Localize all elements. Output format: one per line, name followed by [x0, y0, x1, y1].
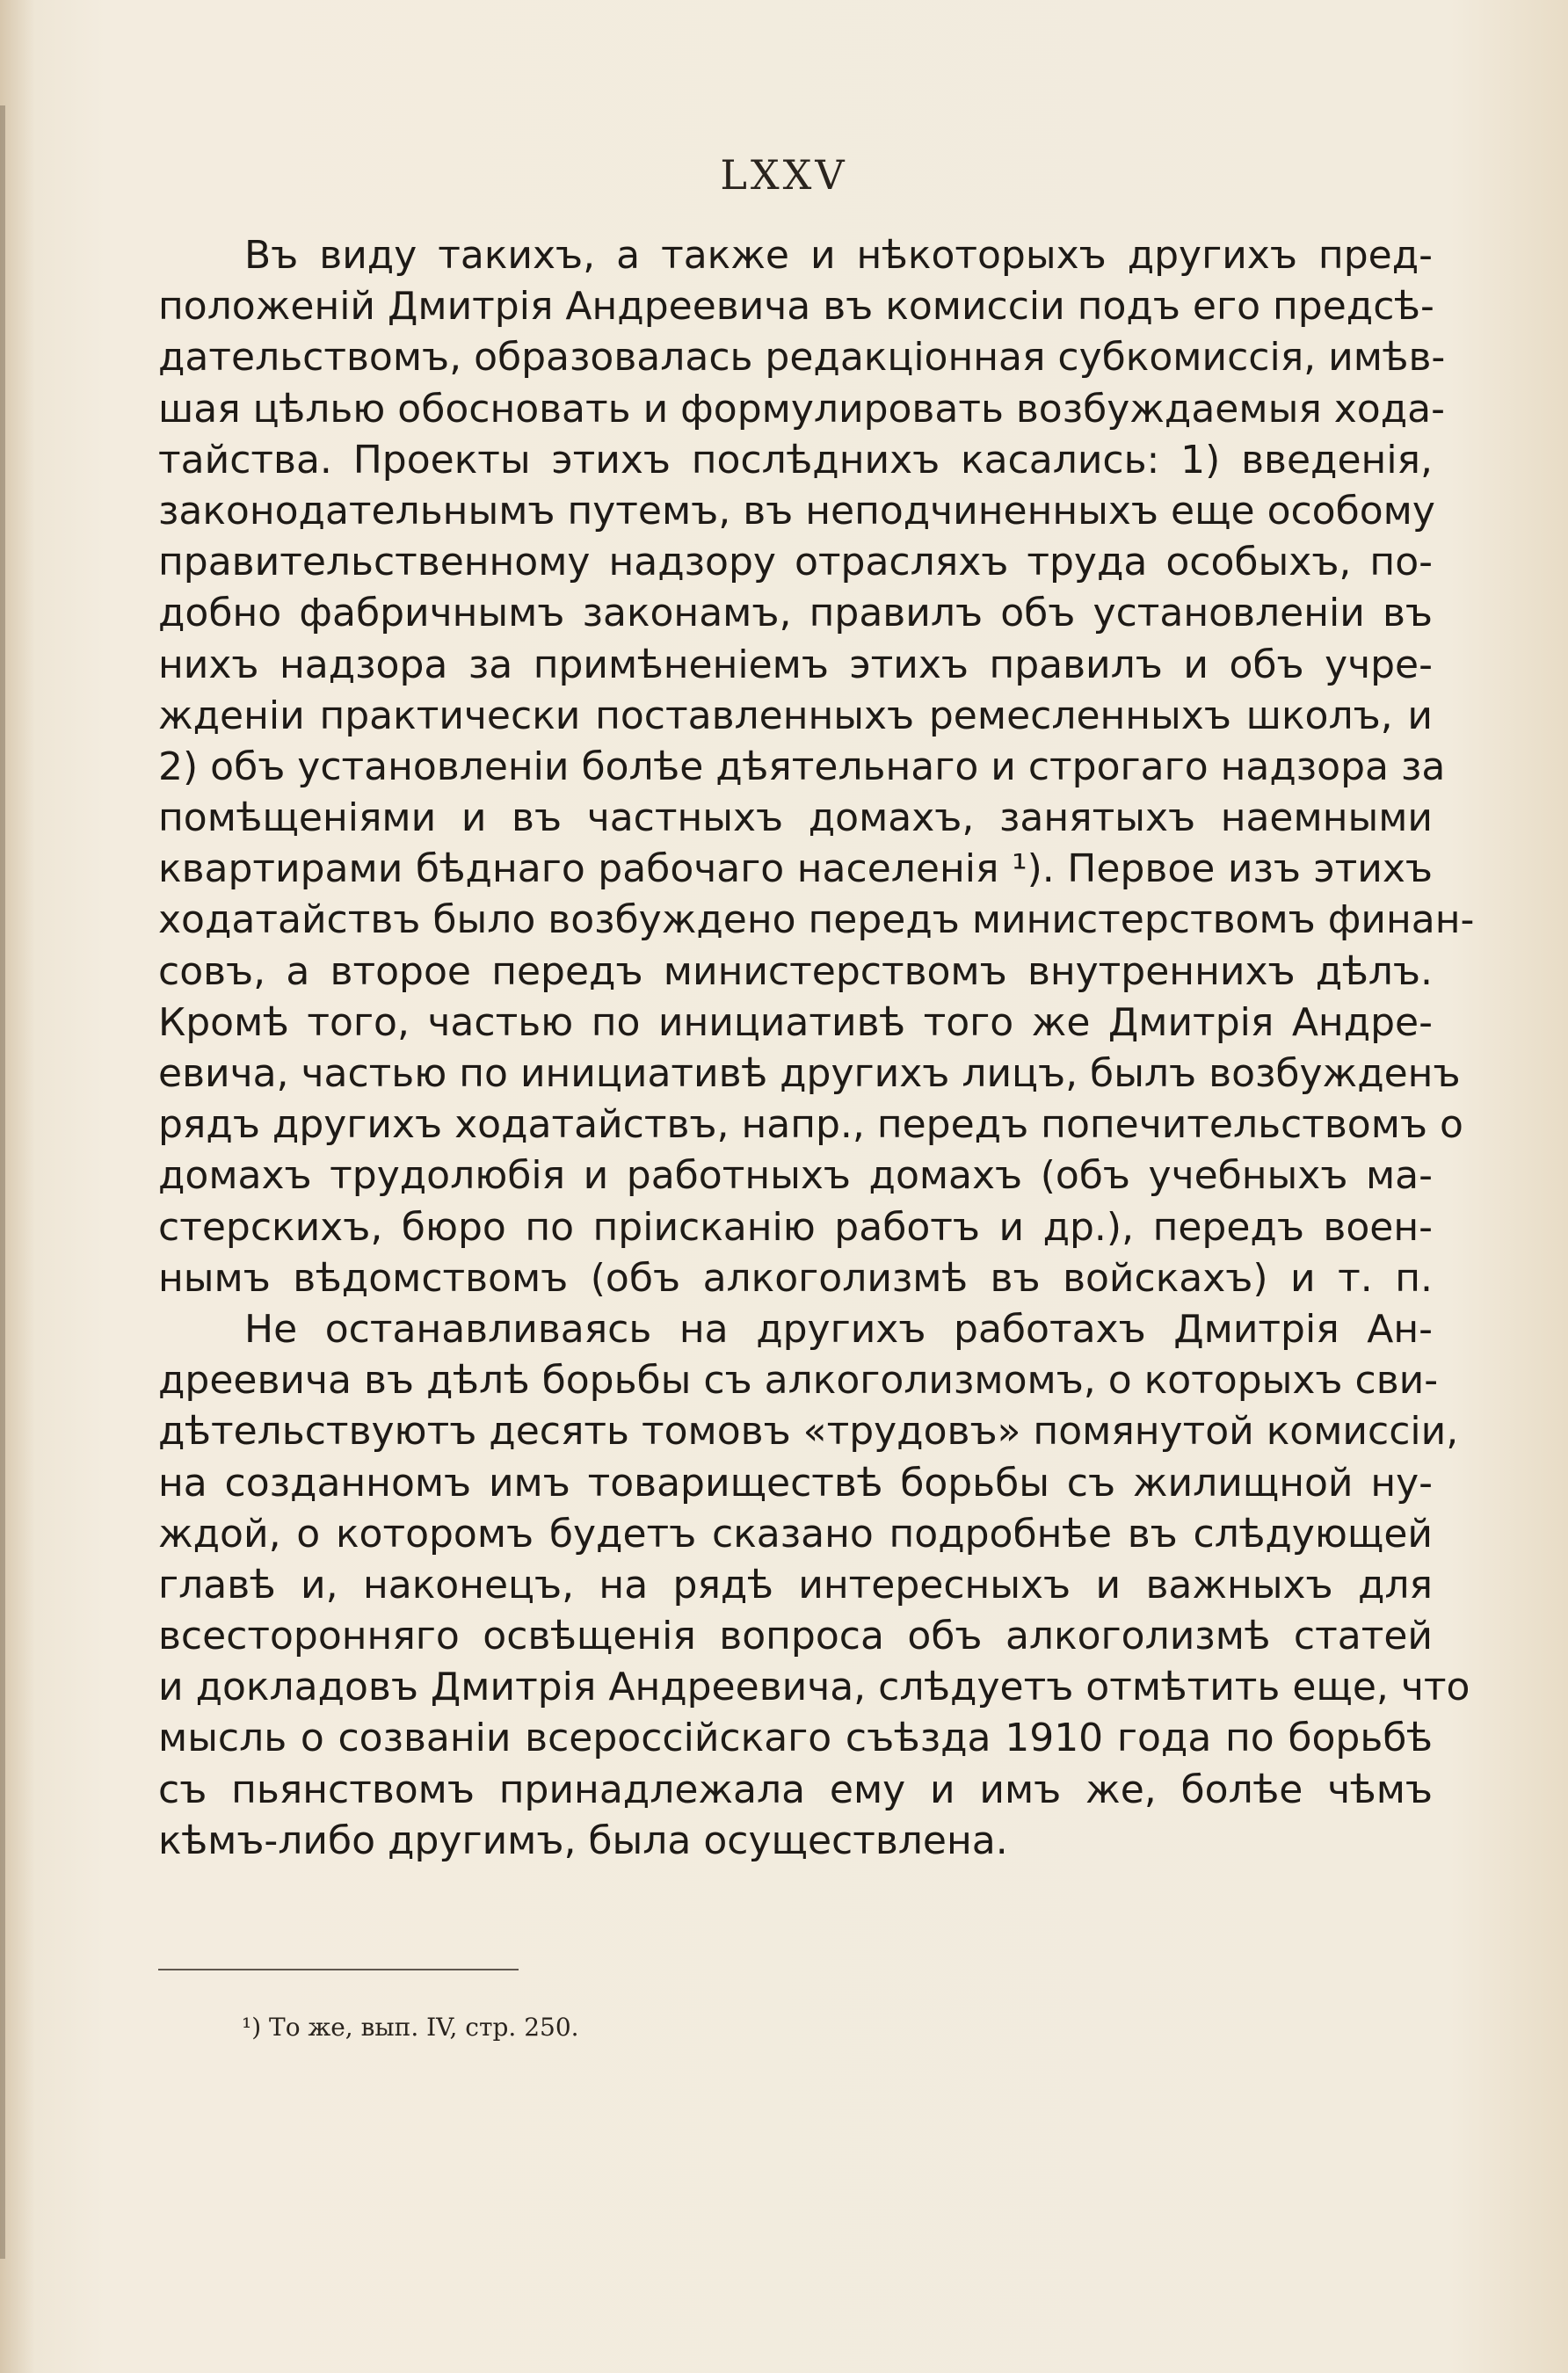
footnote: ¹) То же, вып. IV, стр. 250. [242, 2013, 579, 2042]
text-line: и докладовъ Дмитрія Андреевича, слѣдуетъ отмѣтить еще, что [158, 1665, 1470, 1710]
text-line: стерскихъ, бюро по пріисканію работъ и др.), передъ воен- [158, 1204, 1433, 1250]
text-line: правительственному надзору отрасляхъ труда особыхъ, по- [158, 540, 1433, 585]
text-line: дѣтельствуютъ десять томовъ «трудовъ» помянутой комиссіи, [158, 1409, 1459, 1455]
text-line: главѣ и, наконецъ, на рядѣ интересныхъ и важныхъ для [158, 1562, 1433, 1607]
text-line: законодательнымъ путемъ, въ неподчиненныхъ еще особому [158, 488, 1435, 533]
text-line: совъ, а второе передъ министерствомъ внутреннихъ дѣлъ. [158, 948, 1433, 994]
text-line: нымъ вѣдомствомъ (объ алкоголизмѣ въ войскахъ) и т. п. [158, 1255, 1433, 1301]
text-line: нихъ надзора за примѣненіемъ этихъ правилъ и объ учре- [158, 642, 1433, 687]
text-line: тайства. Проекты этихъ послѣднихъ касались: 1) введенія, [158, 437, 1433, 483]
text-line: ждой, о которомъ будетъ сказано подробнѣе въ слѣдующей [158, 1511, 1433, 1557]
text-line: Не останавливаясь на другихъ работахъ Дмитрія Ан- [244, 1306, 1433, 1352]
text-line: Въ виду такихъ, а также и нѣкоторыхъ другихъ пред- [244, 233, 1433, 278]
page-number: LXXV [720, 151, 848, 199]
text-line: дательствомъ, образовалась редакціонная субкомиссія, имѣв- [158, 335, 1446, 381]
text-line: мысль о созваніи всероссійскаго съѣзда 1910 года по борьбѣ [158, 1716, 1433, 1761]
text-line: жденіи практически поставленныхъ ремесленныхъ школъ, и [158, 693, 1433, 738]
footnote-rule [158, 1969, 519, 1970]
text-line: всесторонняго освѣщенія вопроса объ алкоголизмѣ статей [158, 1614, 1433, 1659]
text-line: ходатайствъ было возбуждено передъ министерствомъ финан- [158, 897, 1475, 943]
body-text [158, 230, 1475, 1867]
text-line: Кромѣ того, частью по инициативѣ того же Дмитрія Андре- [158, 999, 1433, 1045]
page-edge [0, 105, 5, 2259]
text-line: положеній Дмитрія Андреевича въ комиссіи подъ его предсѣ- [158, 284, 1434, 330]
text-line: дреевича въ дѣлѣ борьбы съ алкоголизмомъ, о которыхъ сви- [158, 1358, 1439, 1404]
text-line: шая цѣлью обосновать и формулировать возбуждаемыя хода- [158, 386, 1445, 432]
text-line: помѣщеніями и въ частныхъ домахъ, занятыхъ наемными [158, 795, 1433, 841]
text-line: евича, частью по инициативѣ другихъ лицъ, былъ возбужденъ [158, 1051, 1461, 1096]
text-line: домахъ трудолюбія и работныхъ домахъ (объ учебныхъ ма- [158, 1153, 1433, 1199]
text-line: добно фабричнымъ законамъ, правилъ объ установленіи въ [158, 591, 1433, 636]
text-line: рядъ другихъ ходатайствъ, напр., передъ попечительствомъ о [158, 1102, 1463, 1148]
text-line: квартирами бѣднаго рабочаго населенія ¹). Первое изъ этихъ [158, 846, 1433, 892]
text-line: съ пьянствомъ принадлежала ему и имъ же, болѣе чѣмъ [158, 1767, 1433, 1812]
text-line: кѣмъ-либо другимъ, была осуществлена. [158, 1818, 1008, 1863]
text-line: на созданномъ имъ товариществѣ борьбы съ жилищной ну- [158, 1460, 1433, 1506]
text-line: 2) объ установленіи болѣе дѣятельнаго и строгаго надзора за [158, 744, 1446, 789]
